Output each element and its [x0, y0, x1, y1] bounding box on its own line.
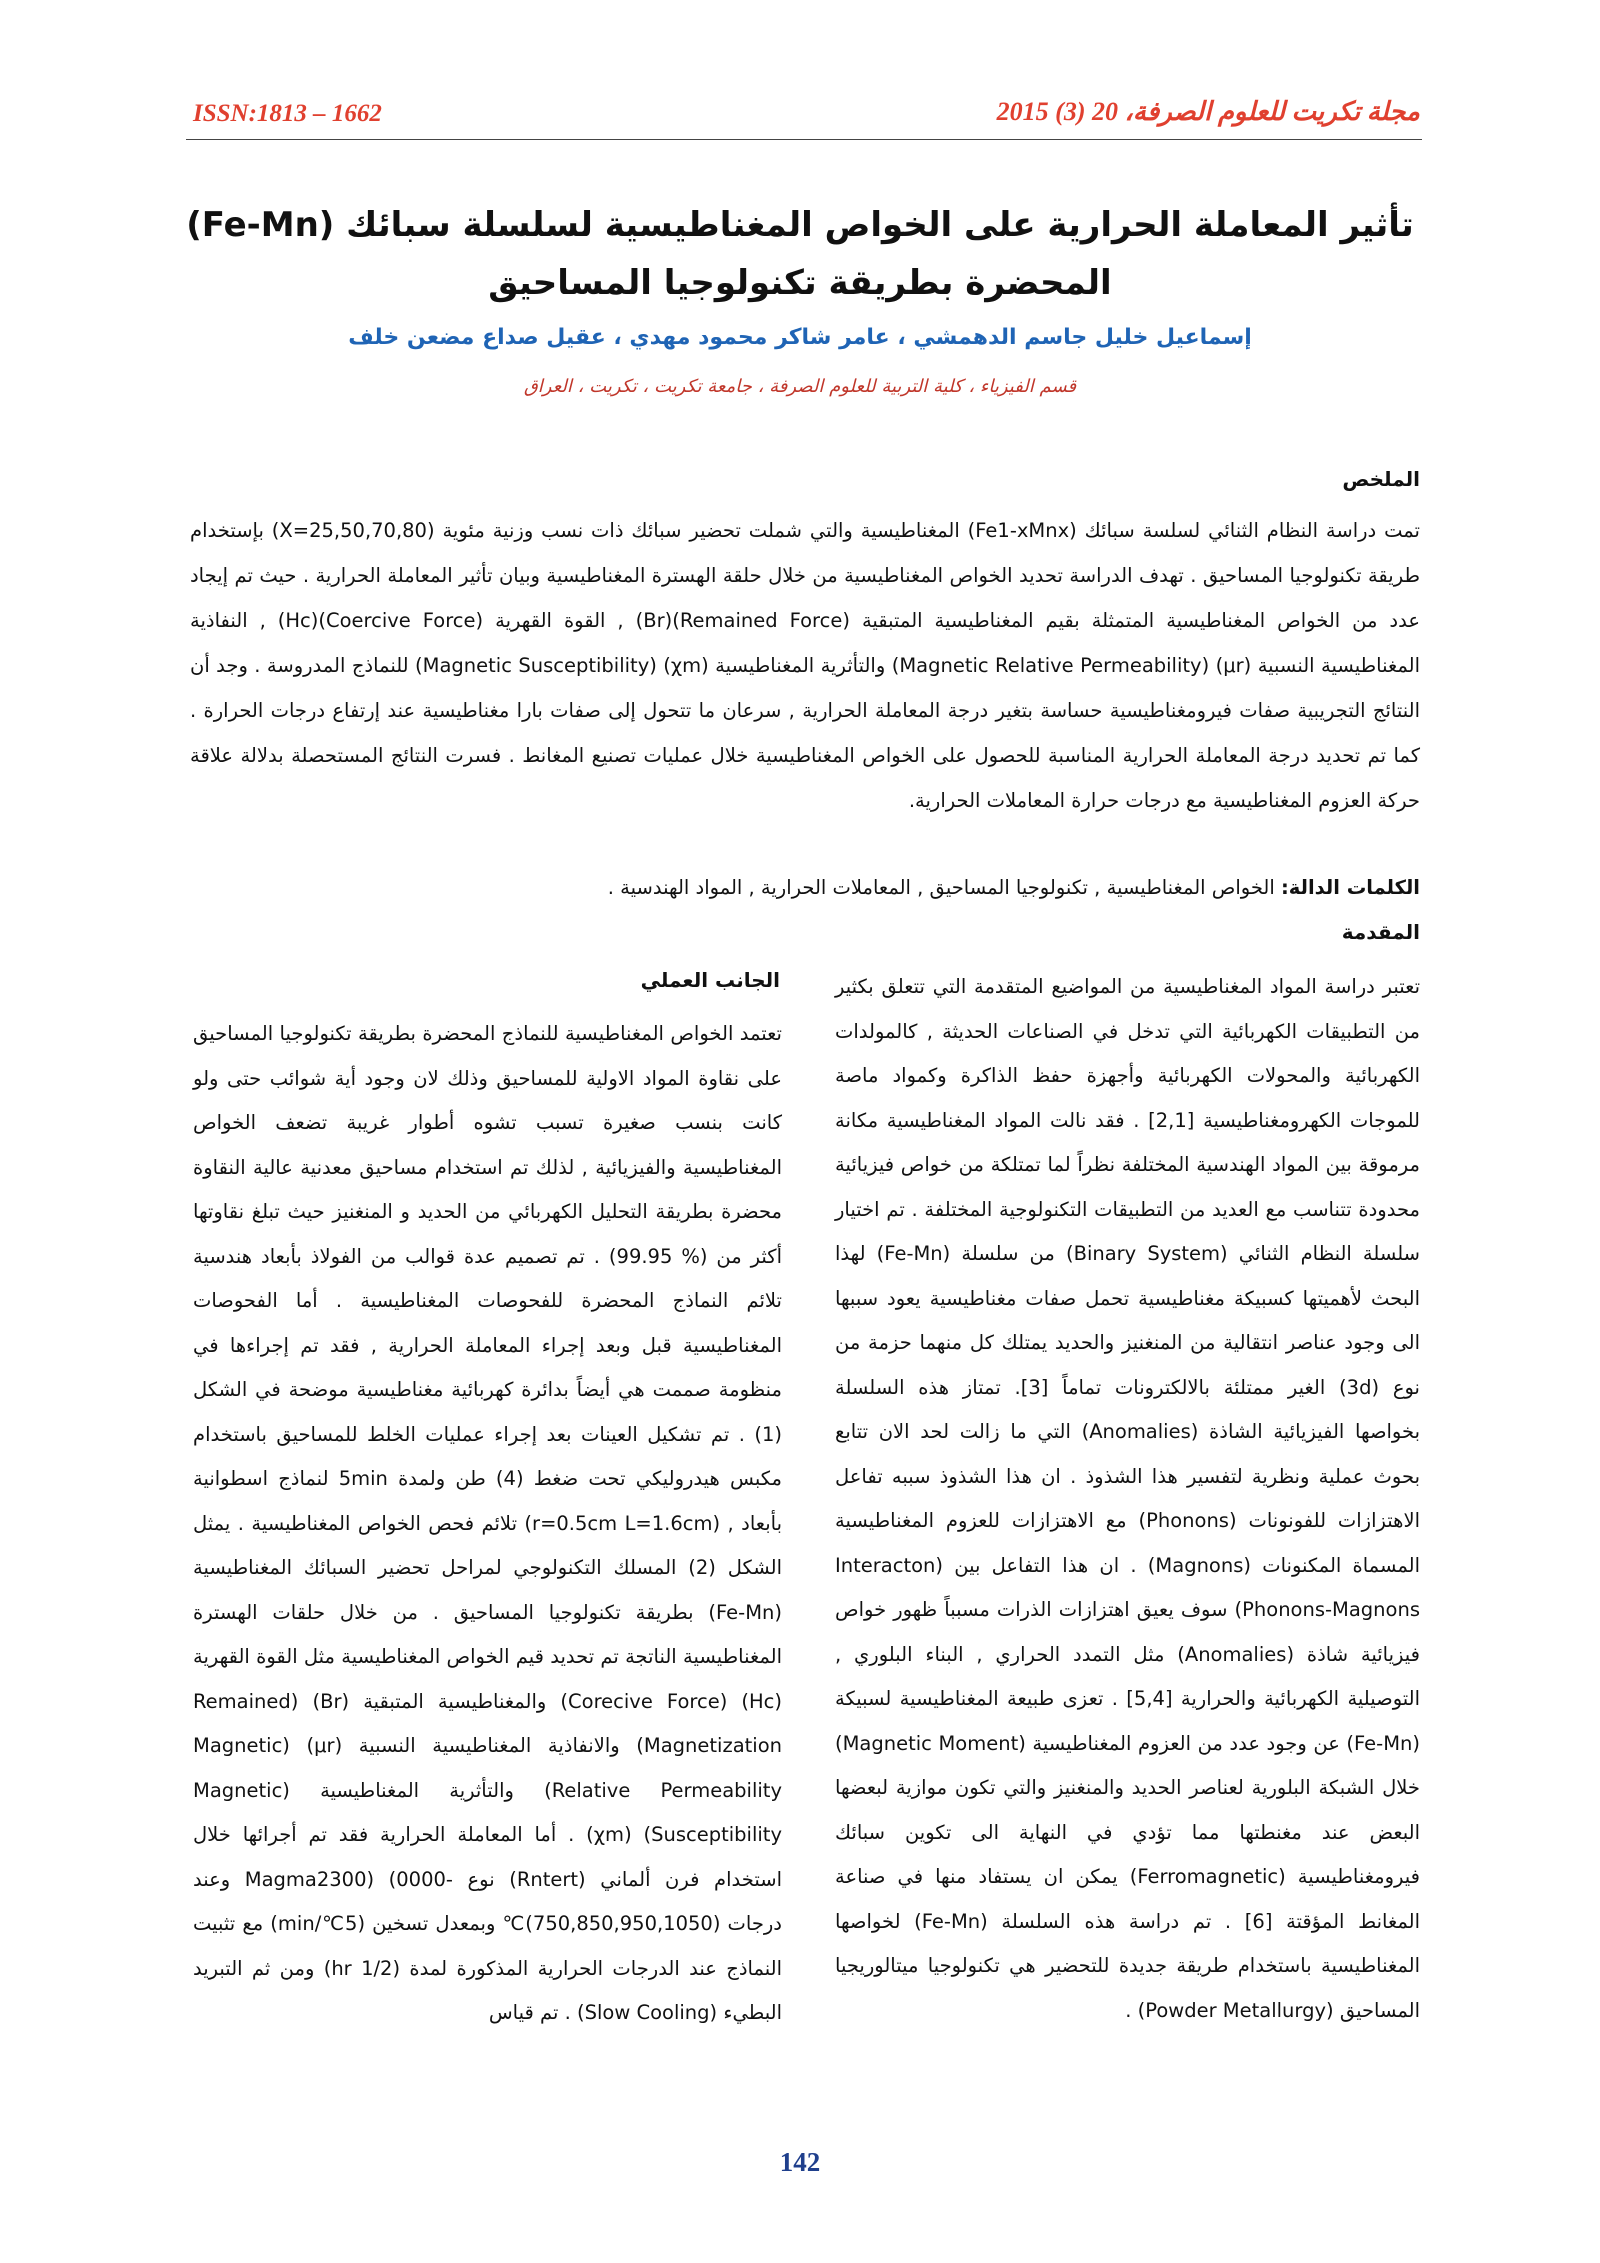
experimental-text: تعتمد الخواص المغناطيسية للنماذج المحضرة بطريقة تكنولوجيا المساحيق على نقاوة المواد الاولية للمساحيق وذلك لان وجود أية شوائب حتى ولو كانت بنسب صغيرة تسبب تشوه أطوار غريبة تضعف الخواص المغناطيسية والفيزيائية , لذلك تم استخدام مساحيق معدنية عالية النقاوة محضرة بطريقة التحليل الكهربائي من الحديد و المنغنيز حيث تبلغ نقاوتها أكثر من (% 99.95) . تم تصميم عدة قوالب من الفولاذ بأبعاد هندسية تلائم النماذج المحضرة للفحوصات المغناطيسية . أما الفحوصات المغناطيسية قبل وبعد إجراء المعاملة الحرارية , فقد تم إجراءها في منظومة صممت هي أيضاً بدائرة كهربائية مغناطيسية موضحة في الشكل (1) . تم تشكيل العينات بعد إجراء عمليات الخلط للمساحيق باستخدام مكبس هيدروليكي تحت ضغط (4) طن ولمدة 5min لنماذج اسطوانية بأبعاد , (r=0.5cm L=1.6cm) تلائم فحص الخواص المغناطيسية . يمثل الشكل (2) المسلك التكنولوجي لمراحل تحضير السبائك المغناطيسية (Fe-Mn) بطريقة تكنولوجيا المساحيق . من خلال حلقات الهسترة المغناطيسية الناتجة تم تحديد قيم الخواص المغناطيسية مثل القوة القهرية (Hc) (Corecive Force) والمغناطيسية المتبقية (Br) (Remained Magnetization) والانفاذية المغناطيسية النسبية (μr) (Magnetic Relative Permeability) والتأثرية المغناطيسية (Magnetic Susceptibility) (χm) . أما المعاملة الحرارية فقد تم أجرائها خلال استخدام فرن ألماني (Rntert) نوع -Magma2300) (0000 وعند درجات (750,850,950,1050)℃ وبمعدل تسخين (5℃/min) مع تثبيت النماذج عند الدرجات الحرارية المذكورة لمدة (1/2 hr) ومن ثم التبريد البطيء (Slow Cooling) . تم قياس: [193, 1022, 783, 2024]
abstract-heading: الملخص: [1342, 467, 1420, 491]
author-affiliation: قسم الفيزياء ، كلية التربية للعلوم الصرفة ، جامعة تكريت ، تكريت ، العراق: [523, 376, 1077, 397]
header-divider: [186, 139, 1422, 140]
keywords-text: الخواص المغناطيسية , تكنولوجيا المساحيق , المعاملات الحرارية , المواد الهندسية .: [607, 876, 1275, 899]
paper-authors: إسماعيل خليل جاسم الدهمشي ، عامر شاكر محمود مهدي ، عقيل صداع مضعن خلف: [348, 325, 1252, 350]
abstract-text: تمت دراسة النظام الثنائي لسلسة سبائك (Fe1-xMnx) المغناطيسية والتي شملت تحضير سبائك ذات نسب وزنية مئوية (X=25,50,70,80) بإستخدام طريقة تكنولوجيا المساحيق . تهدف الدراسة تحديد الخواص المغناطيسية من خلال حلقة الهسترة المغناطيسية وبيان تأثير المعاملة الحرارية . حيث تم إيجاد عدد من الخواص المغناطيسية المتمثلة بقيم المغناطيسية المتبقية (Remained Force)(Br) , القوة القهرية (Coercive Force)(Hc) , النفاذية المغناطيسية النسبية (μr) (Magnetic Relative Permeability) والتأثرية المغناطيسية (χm) (Magnetic Susceptibility) للنماذج المدروسة . وجد أن النتائج التجريبية صفات فيرومغناطيسية حساسة بتغير درجة المعاملة الحرارية , سرعان ما تتحول إلى صفات بارا مغناطيسية عند إرتفاع درجات الحرارة . كما تم تحديد درجة المعاملة الحرارية المناسبة للحصول على الخواص المغناطيسية خلال عمليات تصنيع المغانط . فسرت النتائج المستحصلة بدلالة علاقة حركة العزوم المغناطيسية مع درجات حرارة المعاملات الحرارية.: [190, 519, 1420, 812]
page-number: 142: [779, 2147, 821, 2177]
issn-label: ISSN:1813 – 1662: [193, 100, 382, 127]
intro-text: تعتبر دراسة المواد المغناطيسية من المواضيع المتقدمة التي تتعلق بكثير من التطبيقات الكهربائية التي تدخل في الصناعات الحديثة , كالمولدات الكهربائية والمحولات الكهربائية وأجهزة حفظ الذاكرة وكمواد ماصة للموجات الكهرومغناطيسية [2,1] . فقد نالت المواد المغناطيسية مكانة مرموقة بين المواد الهندسية المختلفة نظراً لما تمتلكة من خواص فيزيائية محدودة تتناسب مع العديد من التطبيقات التكنولوجية المختلفة . تم اختيار سلسلة النظام الثنائي (Binary System) من سلسلة (Fe-Mn) لهذا البحث لأهميتها كسبيكة مغناطيسية تحمل صفات مغناطيسية يعود سببها الى وجود عناصر انتقالية من المنغنيز والحديد يمتلك كل منهما حزمة من نوع (3d) الغير ممتلئة بالالكترونات تماماً [3]. تمتاز هذه السلسلة بخواصها الفيزيائية الشاذة (Anomalies) التي ما زالت لحد الان تتابع بحوث عملية ونظرية لتفسير هذا الشذوذ . ان هذا الشذوذ سببه تفاعل الاهتزازات للفونونات (Phonons) مع الاهتزازات للعزوم المغناطيسية المسماة المكنونات (Magnons) . ان هذا التفاعل بين (Interacton Phonons-Magnons) سوف يعيق اهتزازات الذرات مسبباً ظهور خواص فيزيائية شاذة (Anomalies) مثل التمدد الحراري , البناء البلوري , التوصيلية الكهربائية والحرارية [5,4] . تعزى طبيعة المغناطيسية لسبيكة (Fe-Mn) عن وجود عدد من العزوم المغناطيسية (Magnetic Moment) خلال الشبكة البلورية لعناصر الحديد والمنغنيز والتي تكون موازية لبعضها البعض عند مغنطتها مما تؤدي في النهاية الى تكوين سبائك فيرومغناطيسية (Ferromagnetic) يمكن ان يستفاد منها في صناعة المغانط المؤقتة [6] . تم دراسة هذه السلسلة (Fe-Mn) لخواصها المغناطيسية باستخدام طريقة جديدة للتحضير هي تكنولوجيا ميتالوريجيا المساحيق (Powder Metallurgy) .: [835, 975, 1421, 2022]
journal-citation: مجلة تكريت للعلوم الصرفة، 20 (3) 2015: [996, 97, 1420, 126]
paper-title: تأثير المعاملة الحرارية على الخواص المغناطيسية لسلسلة سبائك (Fe-Mn) المحضرة بطريقة تكنولوجيا المساحيق: [186, 205, 1414, 303]
intro-heading: المقدمة: [1341, 920, 1420, 944]
keywords: [190, 873, 1420, 903]
experimental-heading: الجانب العملي: [640, 968, 780, 992]
keywords-label: الكلمات الدالة:: [1281, 876, 1420, 899]
